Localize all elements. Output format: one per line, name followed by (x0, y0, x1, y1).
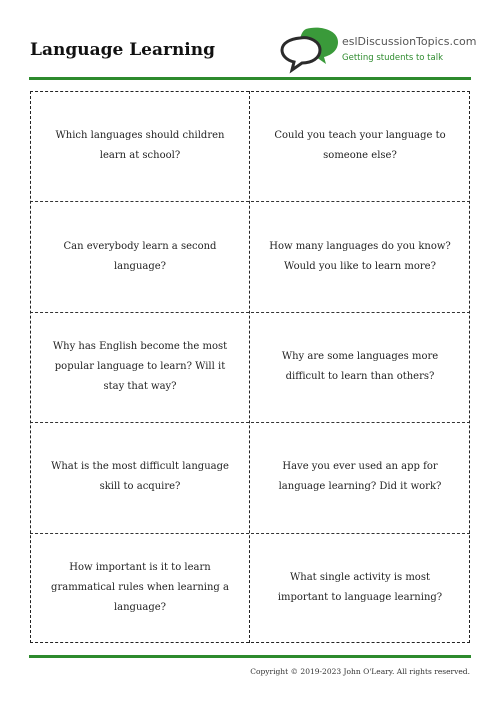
cut-line-horizontal (30, 422, 470, 423)
page-title: Language Learning (30, 40, 216, 60)
card-question: Can everybody learn a second language? (63, 240, 217, 272)
card-grid (30, 91, 470, 643)
card-question: Why are some languages more difficult to learn than others? (281, 350, 439, 382)
speech-bubbles-icon (280, 26, 342, 74)
footer-divider (29, 655, 471, 658)
cut-line-horizontal (30, 201, 470, 202)
card (250, 312, 470, 422)
card (30, 312, 250, 422)
card-question: Could you teach your language to someone else? (274, 130, 446, 162)
card-question: How important is it to learn grammatical rules when learning a language? (51, 561, 229, 613)
card (30, 91, 250, 201)
cut-line-horizontal (30, 312, 470, 313)
card (250, 91, 470, 201)
card-question: What single activity is most important to language learning? (277, 571, 443, 603)
card-question: Why has English become the most popular language to learn? Will it stay that way? (52, 340, 228, 392)
card (30, 422, 250, 532)
logo-tagline: Getting students to talk (342, 53, 444, 63)
card-question: Have you ever used an app for language learning? Did it work? (278, 461, 442, 493)
header-divider (29, 77, 471, 80)
logo-site-name: eslDiscussionTopics.com (342, 35, 477, 48)
card (250, 422, 470, 532)
card-question: How many languages do you know? Would you like to learn more? (269, 240, 451, 272)
cut-line-horizontal (30, 533, 470, 534)
card-question: What is the most difficult language skill to acquire? (51, 461, 229, 493)
site-logo[interactable] (280, 26, 480, 74)
card-question: Which languages should children learn at school? (55, 130, 225, 162)
card (30, 533, 250, 643)
cut-line-vertical (249, 91, 250, 643)
card (250, 533, 470, 643)
card (250, 201, 470, 311)
card (30, 201, 250, 311)
copyright-notice: Copyright © 2019-2023 John O'Leary. All rights reserved. (250, 667, 470, 676)
